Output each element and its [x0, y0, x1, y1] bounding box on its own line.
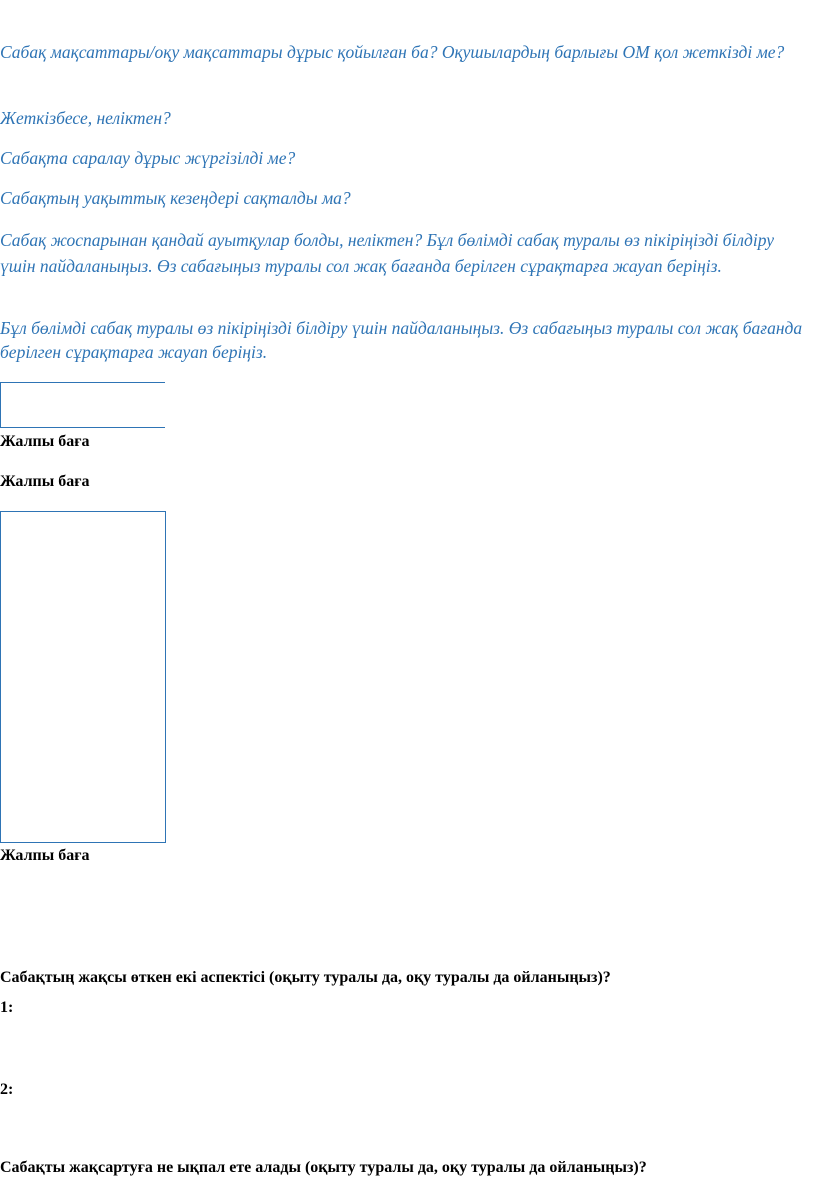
overall-grade-1: [0, 432, 90, 452]
question-deviations: [0, 228, 806, 280]
overall-grade-label: Жалпы баға: [0, 847, 90, 864]
overall-grade-label: Жалпы баға: [0, 473, 90, 490]
overall-grade-2: [0, 472, 90, 492]
aspect-item-2-label: 2:: [0, 1081, 14, 1098]
aspect-item-2: [0, 1080, 13, 1100]
aspect-item-1-label: 1:: [0, 999, 14, 1016]
reflection-instruction-text: Бұл бөлімді сабақ туралы өз пікіріңізді білдіру үшін пайдаланыңыз. Өз сабағыңыз туралы сол жақ бағанда берілген сұрақтарға жауап беріңіз.: [0, 230, 774, 276]
reflection-instruction-repeat-text: Бұл бөлімді сабақ туралы өз пікіріңізді білдіру үшін пайдаланыңыз. Өз сабағыңыз туралы сол жақ бағанда берілген сұрақтарға жауап беріңіз.: [0, 318, 803, 362]
question-timing: [0, 186, 806, 210]
question-timing-text: Сабақтың уақыттық кезеңдері сақталды ма?: [0, 188, 351, 208]
aspects-heading-text: Сабақтың жақсы өткен екі аспектісі (оқыту туралы да, оқу туралы да ойланыңыз)?: [0, 969, 611, 986]
question-differentiation-text: Сабақта саралау дұрыс жүргізілді ме?: [0, 148, 296, 168]
reflection-instruction-repeat: [0, 316, 806, 366]
question-differentiation: [0, 146, 806, 170]
question-deviations-text: Сабақ жоспарынан қандай ауытқулар болды, неліктен?: [0, 230, 423, 250]
question-why-not-text: Жеткізбесе, неліктен?: [0, 108, 171, 128]
question-objectives-text: Сабақ мақсаттары/оқу мақсаттары дұрыс қойылған ба? Оқушылардың барлығы ОМ қол жеткізді ме?: [0, 42, 785, 62]
aspects-heading: [0, 968, 611, 988]
improve-heading-text: Сабақты жақсартуға не ықпал ете алады (оқыту туралы да, оқу туралы да ойланыңыз)?: [0, 1159, 647, 1176]
overall-grade-3: [0, 846, 90, 866]
question-objectives: [0, 40, 806, 64]
aspect-item-1: [0, 998, 13, 1018]
improve-heading: [0, 1158, 647, 1178]
answer-box-large[interactable]: [0, 511, 166, 843]
question-why-not: [0, 106, 806, 130]
overall-grade-label: Жалпы баға: [0, 433, 90, 450]
answer-box-small[interactable]: [0, 382, 165, 428]
